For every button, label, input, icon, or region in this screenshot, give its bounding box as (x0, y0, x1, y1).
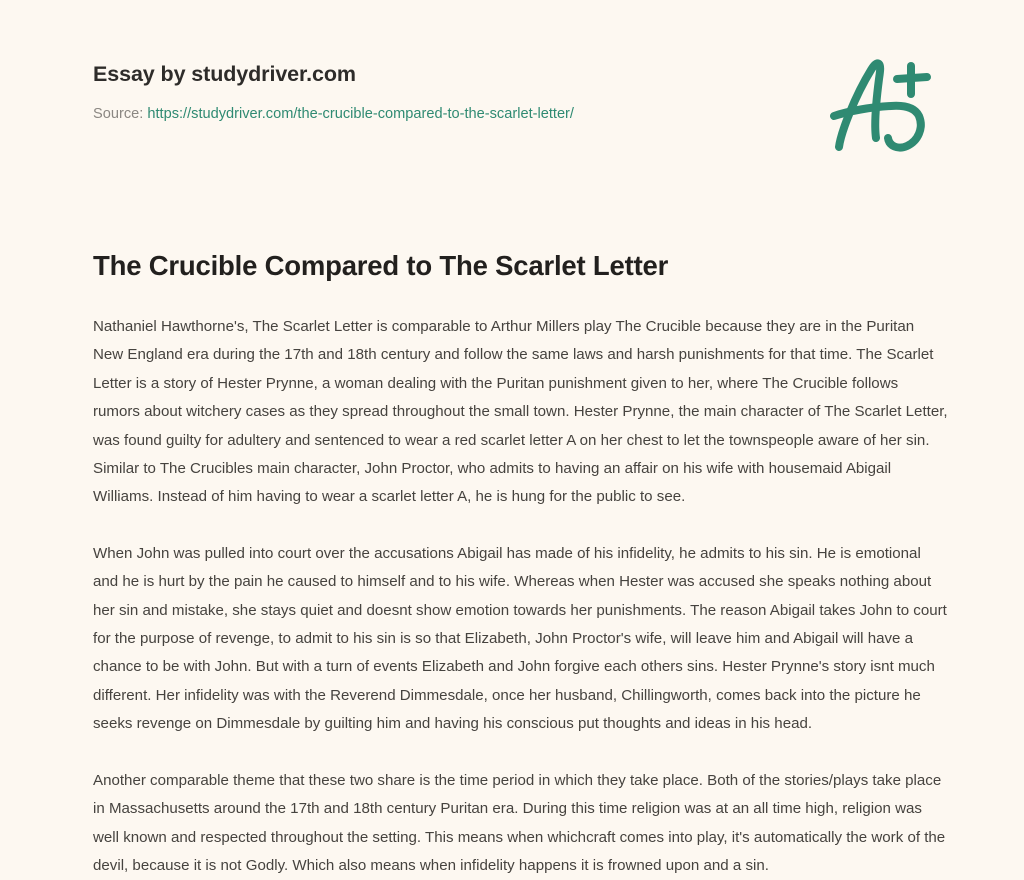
paragraph: When John was pulled into court over the accusations Abigail has made of his infidelity, he admits to his sin. He is emotional and he is hurt by the pain he caused to himself and to his wife. Whereas when Hester was accused she speaks nothing about her sin and mistake, she stays quiet and doesnt show emotion towards her punishments. The reason Abigail takes John to court for the purpose of revenge, to admit to his sin is so that Elizabeth, John Proctor's wife, will leave him and Abigail will have a chance to be with John. But with a turn of events Elizabeth and John forgive each others sins. Hester Prynne's story isnt much different. Her infidelity was with the Reverend Dimmesdale, once her husband, Chillingworth, comes back into the picture he seeks revenge on Dimmesdale by guilting him and having his conscious put thoughts and ideas in his head. (93, 544, 947, 733)
source-line (93, 105, 931, 124)
paragraph: Nathaniel Hawthorne's, The Scarlet Letter is comparable to Arthur Millers play The Crucible because they are in the Puritan New England era during the 17th and 18th century and follow the same laws and harsh punishments for that time. The Scarlet Letter is a story of Hester Prynne, a woman dealing with the Puritan punishment given to her, where The Crucible follows rumors about witchery cases as they spread throughout the small town. Hester Prynne, the main character of The Scarlet Letter, was found guilty for adultery and sentenced to wear a red scarlet letter A on her chest to let the townspeople aware of her sin. Similar to The Crucibles main character, John Proctor, who admits to having an affair on his wife with housemaid Abigail Williams. Instead of him having to wear a scarlet letter A, he is hung for the public to see. (93, 318, 948, 506)
source-url-link[interactable]: https://studydriver.com/the-crucible-compared-to-the-scarlet-letter/ (147, 105, 574, 122)
paragraph: Another comparable theme that these two share is the time period in which they take place. Both of the stories/plays take place in Massachusetts around the 17th and 18th century Puritan era. During this time religion was at an all time high, religion was well known and respected throughout the setting. This means when whichcraft comes into play, it's automatically the work of the devil, because it is not Godly. Which also means when infidelity happens it is frowned upon and a sin. (93, 771, 946, 874)
a-plus-logo-icon (819, 46, 949, 156)
page-header (93, 0, 931, 124)
source-label: Source: (93, 105, 144, 122)
page-title: The Crucible Compared to The Scarlet Letter (93, 250, 669, 281)
article-body (93, 313, 948, 880)
essay-byline: Essay by studydriver.com (93, 62, 356, 86)
